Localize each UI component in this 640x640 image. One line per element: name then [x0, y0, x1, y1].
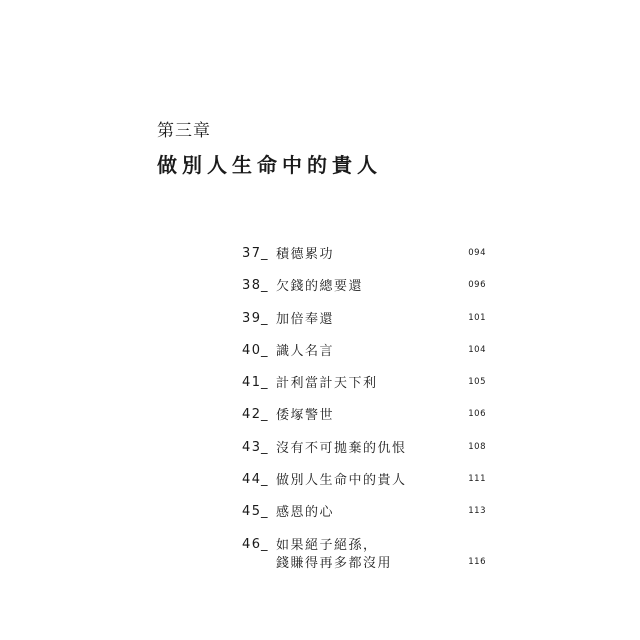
toc-entry-separator: _	[261, 278, 269, 294]
table-of-contents	[242, 246, 486, 577]
toc-entry-title: 做別人生命中的貴人	[276, 473, 407, 489]
toc-entry-number: 38	[242, 278, 262, 294]
toc-entry[interactable]	[242, 343, 486, 375]
toc-entry[interactable]	[242, 311, 486, 343]
toc-entry-page: 108	[468, 441, 486, 452]
toc-entry-title: 感恩的心	[276, 505, 335, 521]
toc-entry-page: 113	[468, 506, 486, 517]
toc-entry-number: 45	[242, 504, 262, 520]
toc-entry[interactable]	[242, 472, 486, 504]
toc-entry[interactable]	[242, 375, 486, 407]
toc-entry-separator: _	[261, 342, 269, 358]
chapter-title: 做別人生命中的貴人	[157, 153, 382, 177]
toc-entry[interactable]	[242, 407, 486, 439]
toc-entry-separator: _	[261, 504, 269, 520]
toc-entry-page: 094	[468, 248, 486, 258]
toc-entry-page: 096	[468, 280, 486, 291]
toc-entry-number: 40	[242, 342, 262, 358]
toc-entry-title: 沒有不可拋棄的仇恨	[276, 440, 407, 456]
toc-entry-separator: _	[261, 472, 269, 488]
toc-entry[interactable]	[242, 440, 486, 472]
toc-entry-title: 倭塚警世	[276, 408, 335, 424]
toc-entry-title	[276, 537, 392, 573]
toc-entry-separator: _	[261, 536, 269, 552]
toc-entry-title: 加倍奉還	[276, 311, 335, 327]
toc-entry[interactable]	[242, 537, 486, 577]
toc-entry-separator: _	[261, 439, 269, 455]
toc-entry-page: 101	[468, 312, 486, 323]
toc-entry[interactable]	[242, 504, 486, 536]
toc-entry-separator: _	[261, 246, 269, 261]
chapter-label: 第三章	[157, 121, 211, 141]
toc-entry-number: 46	[242, 536, 262, 552]
toc-entry-page: 116	[468, 556, 486, 567]
toc-entry-title-line-2: 錢賺得再多都沒用	[276, 555, 393, 571]
toc-entry-title: 計利當計天下利	[276, 376, 378, 392]
toc-entry-number: 42	[242, 407, 262, 423]
toc-entry-number: 39	[242, 310, 262, 326]
toc-entry-separator: _	[261, 310, 269, 326]
toc-entry-number: 44	[242, 472, 262, 488]
toc-entry-title-line-1: 如果絕子絕孫，	[276, 537, 378, 553]
toc-entry[interactable]	[242, 246, 486, 278]
toc-entry-number: 37	[242, 246, 262, 261]
toc-entry-number: 41	[242, 375, 262, 391]
toc-entry-page: 104	[468, 344, 486, 355]
toc-entry-title: 識人名言	[276, 343, 335, 359]
toc-entry-page: 106	[468, 409, 486, 420]
toc-entry-page: 111	[468, 474, 486, 485]
toc-entry-title: 積德累功	[276, 247, 335, 262]
toc-entry[interactable]	[242, 278, 486, 310]
toc-entry-separator: _	[261, 407, 269, 423]
toc-entry-page: 105	[468, 377, 486, 388]
toc-entry-title: 欠錢的總要還	[276, 279, 364, 295]
toc-entry-separator: _	[261, 375, 269, 391]
toc-entry-number: 43	[242, 439, 262, 455]
